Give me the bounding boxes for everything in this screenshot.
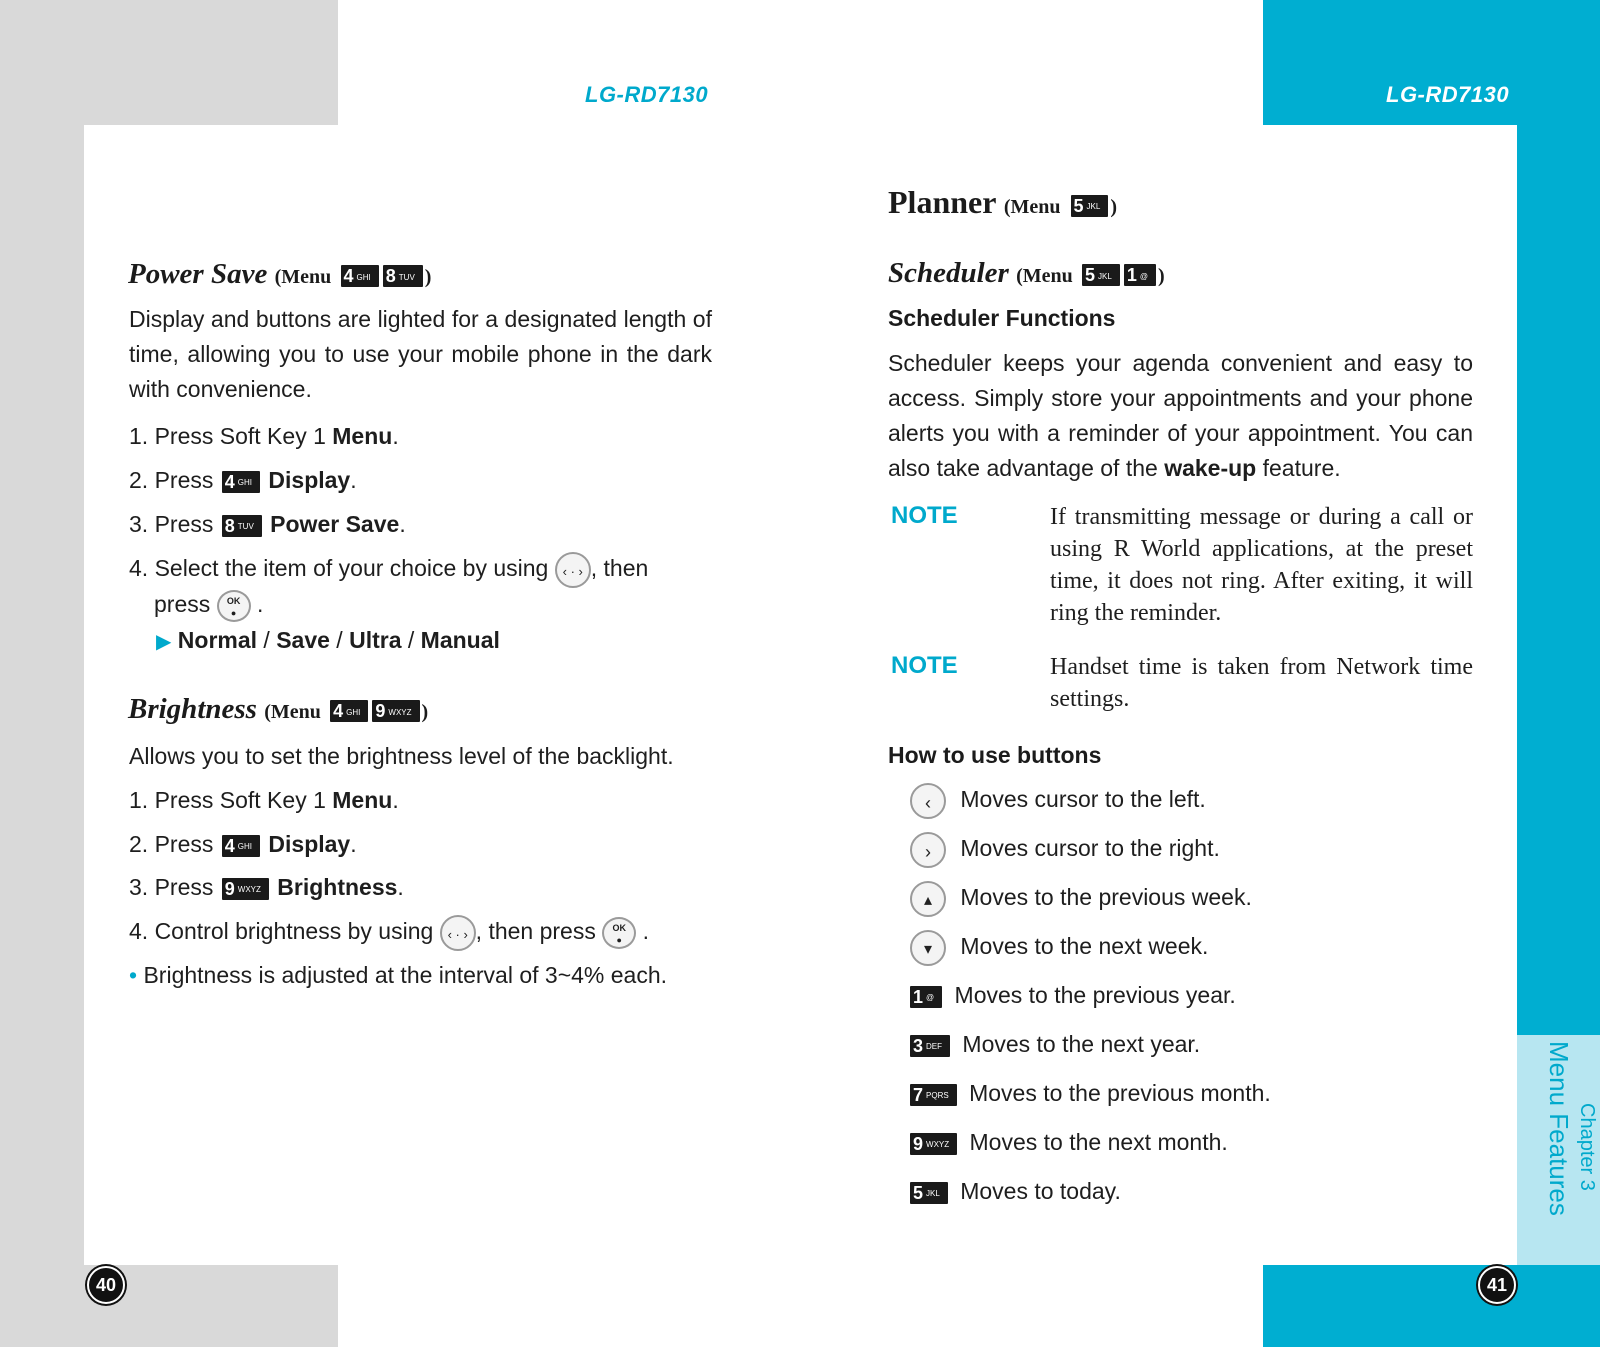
key-4-icon: 4 GHI (341, 265, 379, 287)
button-list-item: ▾ Moves to the next week. (910, 922, 1470, 971)
chapter-tab-line1: Chapter 3 (1576, 1103, 1598, 1191)
nav-down-icon: ▾ (910, 930, 946, 966)
left-bottom-gray-panel (0, 1265, 338, 1347)
left-side-gray-strip (0, 0, 84, 1347)
nav-left-right-icon: ‹ · › (440, 915, 476, 951)
scheduler-functions-heading: Scheduler Functions (888, 305, 1116, 331)
brightness-heading: Brightness (Menu 4 GHI 9 WXYZ ) (128, 693, 429, 725)
key-5-icon: 5 JKL (910, 1182, 948, 1204)
scheduler-title: Scheduler (888, 257, 1009, 289)
power-save-heading: Power Save (Menu 4 GHI 8 TUV ) (128, 258, 432, 290)
brightness-step-4: 4. Control brightness by using ‹ · › , then press OK ● . (129, 909, 649, 953)
note-text-1: If transmitting message or during a call or using R World applications, at the preset time, it does not ring. After exiting, it will ring the reminder. (1050, 504, 1473, 626)
brightness-step-1: 1. Press Soft Key 1 Menu. (129, 787, 399, 813)
key-5-icon: 5 JKL (1082, 264, 1120, 286)
menu-word: Menu (281, 266, 332, 288)
page-number-right: 41 (1478, 1266, 1516, 1304)
brightness-bullet: • Brightness is adjusted at the interval of 3~4% each. (129, 962, 668, 988)
chapter-tab-line2: Menu Features (1544, 1041, 1574, 1216)
brightness-description: Allows you to set the brightness level of the backlight. (129, 743, 674, 769)
nav-up-icon: ▴ (910, 881, 946, 917)
nav-left-right-icon: ‹ · › (555, 552, 591, 588)
power-save-step-4-cont: press OK ● . (154, 582, 263, 626)
power-save-options: ▶ Normal / Save / Ultra / Manual (156, 627, 500, 653)
power-save-step-4: 4. Select the item of your choice by using ‹ · › , then (129, 546, 712, 590)
menu-word: Menu (1022, 265, 1073, 287)
button-list-item: 3 DEF Moves to the next year. (910, 1020, 1470, 1069)
right-bottom-cyan-panel (1263, 1265, 1600, 1347)
button-list (910, 775, 1470, 1216)
button-list-item: 9 WXYZ Moves to the next month. (910, 1118, 1470, 1167)
brightness-step-3: 3. Press 9 WXYZ Brightness. (129, 874, 404, 900)
power-save-description: Display and buttons are lighted for a designated length of time, allowing you to use your mobile phone in the dark with convenience. (129, 306, 712, 402)
ok-button-icon: OK ● (217, 590, 251, 622)
ok-button-icon: OK ● (602, 917, 636, 949)
planner-heading: Planner (Menu 5 JKL ) (888, 184, 1118, 220)
key-4-icon: 4 GHI (222, 835, 260, 857)
key-9-icon: 9 WXYZ (910, 1133, 957, 1155)
key-5-icon: 5 JKL (1071, 195, 1109, 217)
model-name-left: LG-RD7130 (585, 82, 709, 107)
key-7-icon: 7 PQRS (910, 1084, 957, 1106)
key-1-icon: 1 @ (1124, 264, 1156, 286)
nav-right-icon: › (910, 832, 946, 868)
button-list-item: 1 @ Moves to the previous year. (910, 971, 1470, 1020)
power-save-step-3: 3. Press 8 TUV Power Save. (129, 511, 406, 537)
power-save-title: Power Save (128, 258, 268, 290)
button-list-item: 7 PQRS Moves to the previous month. (910, 1069, 1470, 1118)
brightness-step-2: 2. Press 4 GHI Display. (129, 831, 357, 857)
key-4-icon: 4 GHI (330, 700, 368, 722)
power-save-step-1: 1. Press Soft Key 1 Menu. (129, 423, 399, 449)
scheduler-heading: Scheduler (Menu 5 JKL 1 @ ) (888, 257, 1165, 289)
planner-title: Planner (888, 184, 996, 220)
scheduler-description: Scheduler keeps your agenda convenient and easy to access. Simply store your appointments and your phone alerts you with a reminder of your appointment. You can also take advantage of the wake-up feature. (888, 350, 1473, 481)
button-list-item: 5 JKL Moves to today. (910, 1167, 1470, 1216)
power-save-step-2: 2. Press 4 GHI Display. (129, 467, 357, 493)
page-number-left: 40 (87, 1266, 125, 1304)
nav-left-icon: ‹ (910, 783, 946, 819)
brightness-title: Brightness (128, 693, 257, 725)
note-label-1: NOTE (891, 502, 958, 529)
key-9-icon: 9 WXYZ (222, 878, 269, 900)
key-9-icon: 9 WXYZ (372, 700, 419, 722)
note-text-2: Handset time is taken from Network time settings. (1050, 654, 1473, 712)
key-8-icon: 8 TUV (383, 265, 423, 287)
bullet-dot-icon: • (129, 962, 138, 988)
button-list-item: › Moves cursor to the right. (910, 824, 1470, 873)
model-name-right: LG-RD7130 (1386, 82, 1510, 107)
button-list-item: ‹ Moves cursor to the left. (910, 775, 1470, 824)
key-4-icon: 4 GHI (222, 471, 260, 493)
button-list-item: ▴ Moves to the previous week. (910, 873, 1470, 922)
menu-word: Menu (1010, 196, 1061, 218)
note-label-2: NOTE (891, 652, 958, 679)
key-3-icon: 3 DEF (910, 1035, 950, 1057)
chapter-tab (1517, 1035, 1600, 1265)
menu-word: Menu (270, 701, 321, 723)
key-8-icon: 8 TUV (222, 515, 262, 537)
how-to-use-buttons-heading: How to use buttons (888, 742, 1102, 768)
triangle-bullet-icon: ▶ (156, 631, 172, 653)
key-1-icon: 1 @ (910, 986, 942, 1008)
